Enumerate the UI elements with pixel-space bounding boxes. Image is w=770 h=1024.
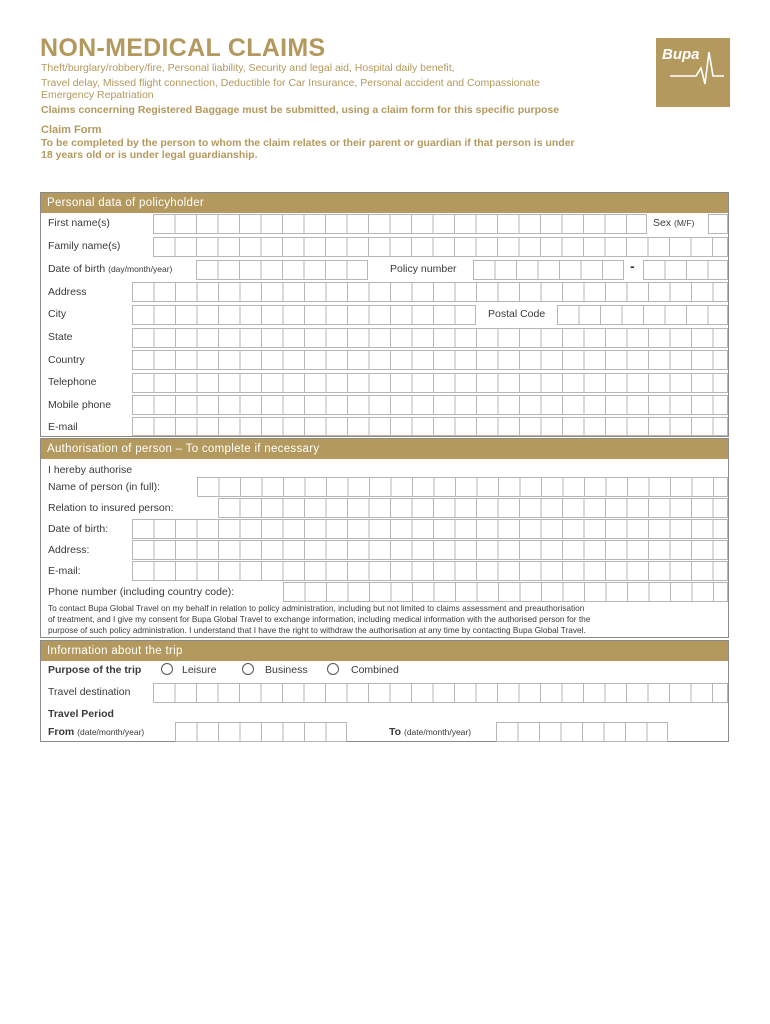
state-input[interactable] — [132, 328, 728, 348]
address-label: Address — [48, 286, 87, 298]
business-label: Business — [265, 664, 308, 676]
destination-input[interactable] — [153, 683, 728, 703]
heartbeat-icon — [656, 38, 730, 107]
mobile-phone-label: Mobile phone — [48, 399, 112, 411]
authorisation-heading: Authorisation of person – To complete if necessary — [41, 439, 728, 459]
family-name-input[interactable] — [153, 237, 728, 257]
email-label: E-mail — [48, 421, 78, 433]
from-date-input[interactable] — [175, 722, 347, 742]
trip-section — [40, 640, 729, 742]
telephone-label: Telephone — [48, 376, 97, 388]
personal-data-heading: Personal data of policyholder — [41, 193, 728, 213]
auth-name-input[interactable] — [197, 477, 728, 497]
sex-label: Sex (M/F) — [653, 217, 695, 229]
auth-address-label: Address: — [48, 544, 90, 556]
claim-types-line-3: Emergency Repatriation — [41, 89, 154, 101]
destination-label: Travel destination — [48, 686, 131, 698]
auth-dob-input[interactable] — [132, 519, 728, 539]
hereby-authorise-label: I hereby authorise — [48, 464, 133, 476]
consent-line-3: purpose of such policy administration. I understand that I have the right to withdraw the authorisation at any time by contacting Bupa Global Travel. — [48, 625, 586, 635]
consent-line-2: of treatment, and I give my consent for Bupa Global Travel to exchange information, including medical information with the authorised person for the — [48, 614, 591, 624]
claim-types-line-2: Travel delay, Missed flight connection, Deductible for Car Insurance, Personal accident and Compassionate — [41, 77, 541, 89]
mobile-phone-input[interactable] — [132, 395, 728, 415]
country-input[interactable] — [132, 350, 728, 370]
auth-relation-input[interactable] — [218, 498, 728, 518]
policy-number-suffix-input[interactable] — [643, 260, 728, 280]
bupa-logo — [656, 38, 730, 107]
auth-phone-input[interactable] — [283, 582, 728, 602]
leisure-radio[interactable] — [161, 663, 173, 675]
bupa-logo-text: Bupa — [662, 46, 700, 63]
combined-label: Combined — [351, 664, 399, 676]
baggage-note: Claims concerning Registered Baggage must be submitted, using a claim form for this specific purpose — [41, 104, 560, 116]
email-input[interactable] — [132, 417, 728, 436]
purpose-label: Purpose of the trip — [48, 664, 142, 676]
trip-heading: Information about the trip — [41, 641, 728, 661]
combined-radio[interactable] — [327, 663, 339, 675]
consent-line-1: To contact Bupa Global Travel on my behalf in relation to policy administration, including but not limited to claims assessment and preauthorisation — [48, 603, 585, 613]
policy-number-dash: - — [630, 258, 635, 274]
address-input[interactable] — [132, 282, 728, 302]
dob-label: Date of birth (day/month/year) — [48, 263, 173, 275]
sex-input[interactable] — [708, 214, 728, 234]
from-label: From (date/month/year) — [48, 726, 145, 738]
first-name-input[interactable] — [153, 214, 647, 234]
auth-phone-label: Phone number (including country code): — [48, 586, 235, 598]
instruction-line-2: 18 years old or is under legal guardianship. — [41, 149, 258, 161]
auth-email-input[interactable] — [132, 561, 728, 581]
state-label: State — [48, 331, 73, 343]
auth-relation-label: Relation to insured person: — [48, 502, 174, 514]
family-name-label: Family name(s) — [48, 240, 121, 252]
telephone-input[interactable] — [132, 373, 728, 393]
to-label: To (date/month/year) — [389, 726, 472, 738]
authorisation-section — [40, 438, 729, 638]
dob-input[interactable] — [196, 260, 368, 280]
auth-address-input[interactable] — [132, 540, 728, 560]
policy-number-input[interactable] — [473, 260, 624, 280]
city-label: City — [48, 308, 67, 320]
first-name-label: First name(s) — [48, 217, 110, 229]
country-label: Country — [48, 354, 85, 366]
claim-types-line-1: Theft/burglary/robbery/fire, Personal liability, Security and legal aid, Hospital daily benefit, — [41, 62, 455, 74]
city-input[interactable] — [132, 305, 476, 325]
travel-period-label: Travel Period — [48, 708, 114, 720]
policy-number-label: Policy number — [390, 263, 457, 275]
business-radio[interactable] — [242, 663, 254, 675]
postal-code-label: Postal Code — [488, 308, 546, 320]
personal-data-section — [40, 192, 729, 437]
instruction-line-1: To be completed by the person to whom the claim relates or their parent or guardian if that person is under — [41, 137, 575, 149]
auth-name-label: Name of person (in full): — [48, 481, 161, 493]
to-date-input[interactable] — [496, 722, 668, 742]
auth-dob-label: Date of birth: — [48, 523, 109, 535]
postal-code-input[interactable] — [557, 305, 728, 325]
claim-form-heading: Claim Form — [41, 124, 102, 136]
leisure-label: Leisure — [182, 664, 217, 676]
auth-email-label: E-mail: — [48, 565, 81, 577]
page-title: NON-MEDICAL CLAIMS — [40, 34, 326, 62]
